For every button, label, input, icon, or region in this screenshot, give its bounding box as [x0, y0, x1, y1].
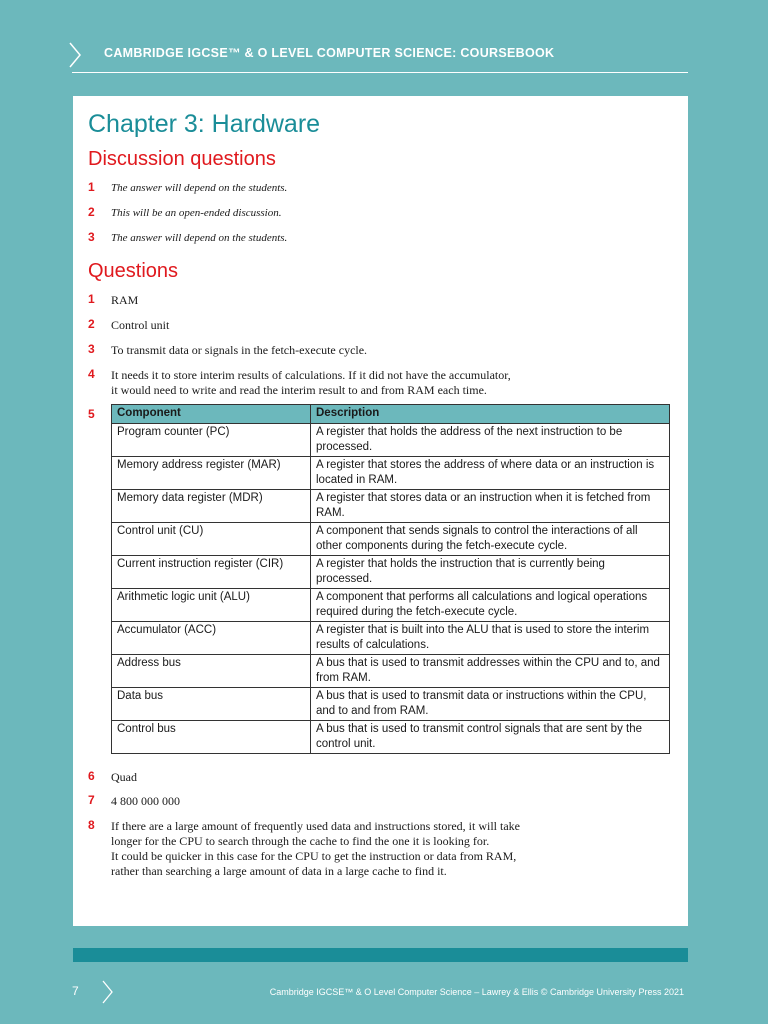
text-line: It needs it to store interim results of calculations. If it did not have the accumulator,	[111, 368, 511, 382]
item-text: The answer will depend on the students.	[111, 232, 288, 244]
component-cell: Memory data register (MDR)	[112, 490, 311, 523]
discussion-heading: Discussion questions	[88, 148, 276, 170]
item-number: 1	[88, 292, 95, 306]
text-line: it would need to write and read the interim result to and from RAM each time.	[111, 383, 487, 397]
chapter-title: Chapter 3: Hardware	[88, 110, 321, 138]
component-cell: Control unit (CU)	[112, 523, 311, 556]
chevron-right-icon	[102, 980, 114, 1004]
component-cell: Memory address register (MAR)	[112, 457, 311, 490]
table-header-row	[112, 405, 670, 424]
description-cell: A bus that is used to transmit control signals that are sent by the control unit.	[311, 721, 670, 754]
item-number: 2	[88, 317, 95, 331]
description-cell: A register that holds the instruction that is currently being processed.	[311, 556, 670, 589]
item-text: Quad	[111, 770, 137, 784]
item-number: 6	[88, 769, 95, 783]
component-cell: Data bus	[112, 688, 311, 721]
table-row	[112, 655, 670, 688]
item-number: 3	[88, 230, 95, 244]
page-number: 7	[72, 984, 79, 998]
item-text: To transmit data or signals in the fetch-execute cycle.	[111, 343, 368, 357]
running-header-title: CAMBRIDGE IGCSE™ & O LEVEL COMPUTER SCIENCE: COURSEBOOK	[104, 46, 555, 60]
text-line: rather than searching a large amount of data in a large cache to find it.	[111, 864, 447, 878]
table-row	[112, 622, 670, 655]
component-cell: Control bus	[112, 721, 311, 754]
table-row	[112, 556, 670, 589]
component-cell: Accumulator (ACC)	[112, 622, 311, 655]
component-cell: Address bus	[112, 655, 311, 688]
description-cell: A component that sends signals to control the interactions of all other components during the fetch-execute cycle.	[311, 523, 670, 556]
table-row	[112, 457, 670, 490]
table-row	[112, 424, 670, 457]
table-row	[112, 688, 670, 721]
item-text	[111, 368, 681, 398]
text-line: longer for the CPU to search through the cache to find the one it is looking for.	[111, 834, 490, 848]
text-line: If there are a large amount of frequently used data and instructions stored, it will take	[111, 819, 520, 833]
item-number: 3	[88, 342, 95, 356]
item-text: The answer will depend on the students.	[111, 182, 288, 194]
table-row	[112, 490, 670, 523]
chevron-right-icon	[68, 42, 82, 68]
components-table	[111, 404, 670, 754]
description-cell: A register that stores the address of where data or an instruction is located in RAM.	[311, 457, 670, 490]
item-number: 7	[88, 793, 95, 807]
item-text	[111, 819, 681, 879]
table-row	[112, 523, 670, 556]
footer-copyright: Cambridge IGCSE™ & O Level Computer Science – Lawrey & Ellis © Cambridge University Press 2021	[269, 987, 684, 997]
item-number: 4	[88, 367, 95, 381]
footer-bar	[73, 948, 688, 962]
item-number: 8	[88, 818, 95, 832]
component-cell: Arithmetic logic unit (ALU)	[112, 589, 311, 622]
item-text: RAM	[111, 293, 139, 307]
item-text: Control unit	[111, 318, 170, 332]
header-rule	[72, 72, 688, 73]
item-text: 4 800 000 000	[111, 794, 180, 808]
text-line: It could be quicker in this case for the CPU to get the instruction or data from RAM,	[111, 849, 517, 863]
column-header-description: Description	[311, 405, 670, 424]
description-cell: A register that holds the address of the next instruction to be processed.	[311, 424, 670, 457]
description-cell: A component that performs all calculations and logical operations required during the fetch-execute cycle.	[311, 589, 670, 622]
component-cell: Current instruction register (CIR)	[112, 556, 311, 589]
item-text: This will be an open-ended discussion.	[111, 207, 282, 219]
description-cell: A register that stores data or an instruction when it is fetched from RAM.	[311, 490, 670, 523]
item-number: 5	[88, 407, 95, 421]
component-cell: Program counter (PC)	[112, 424, 311, 457]
table-row	[112, 721, 670, 754]
page-content	[73, 96, 688, 926]
description-cell: A register that is built into the ALU that is used to store the interim results of calculations.	[311, 622, 670, 655]
column-header-component: Component	[112, 405, 311, 424]
questions-heading: Questions	[88, 260, 179, 282]
item-number: 1	[88, 180, 95, 194]
description-cell: A bus that is used to transmit addresses within the CPU and to, and from RAM.	[311, 655, 670, 688]
table-row	[112, 589, 670, 622]
item-number: 2	[88, 205, 95, 219]
description-cell: A bus that is used to transmit data or instructions within the CPU, and to and from RAM.	[311, 688, 670, 721]
